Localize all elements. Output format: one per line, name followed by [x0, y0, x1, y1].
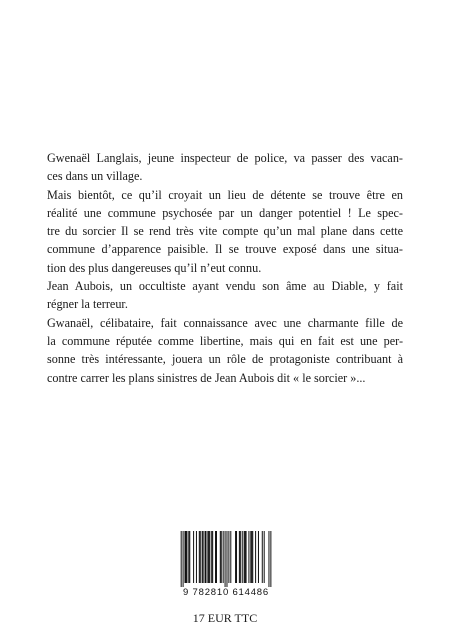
blurb-line: contre carrer les plans sinistres de Jean Aubois dit « le sorcier »... [47, 370, 366, 385]
barcode-bar [181, 531, 182, 587]
barcode-bars [174, 531, 278, 587]
barcode-bar [262, 531, 263, 583]
barcode-bar [209, 531, 210, 583]
barcode-bar [200, 531, 201, 583]
barcode-bar [225, 531, 226, 587]
barcode-bar [239, 531, 240, 583]
barcode-bar [255, 531, 256, 583]
blurb-line: ces dans un village. [47, 169, 143, 184]
barcode-bar [202, 531, 203, 583]
barcode-bar [207, 531, 208, 583]
barcode-bar [236, 531, 237, 583]
blurb-line: tion des plus dangereuses qu’il n’eut connu. [47, 260, 262, 275]
blurb-line: commune d’apparence paisible. Il se trouve exposé dans une situa- [47, 242, 403, 257]
blurb-line: régner la terreur. [47, 297, 128, 312]
blurb-paragraph-2 [47, 186, 403, 277]
barcode-bar [220, 531, 221, 583]
blurb-line: sonne très intéressante, jouera un rôle de protagoniste contribuant à [47, 352, 403, 367]
barcode-bar [244, 531, 245, 583]
barcode-bar [245, 531, 246, 583]
barcode-bar [205, 531, 206, 583]
barcode-bar [199, 531, 200, 583]
barcode-bar [193, 531, 194, 583]
blurb-line: Gwanaël, célibataire, fait connaissance avec une charmante fille de [47, 315, 403, 330]
blurb-paragraph-1 [47, 149, 403, 186]
barcode-bar [183, 531, 184, 587]
barcode-bar [189, 531, 190, 583]
barcode-bar [264, 531, 265, 583]
blurb-line: la commune réputée comme libertine, mais qui en fait est une per- [47, 333, 403, 348]
barcode-bar [251, 531, 252, 583]
barcode-bar [226, 531, 227, 587]
barcode-bar [212, 531, 213, 583]
barcode-number: 9 782810 614486 [183, 587, 269, 598]
barcode-bar [186, 531, 187, 583]
blurb-paragraph-3 [47, 277, 403, 314]
barcode-bar [252, 531, 253, 583]
barcode-bar [221, 531, 222, 583]
barcode-bar [258, 531, 259, 583]
barcode-bar [184, 531, 185, 583]
blurb-line: tre du sorcier Il se rend très vite compte qu’un mal plane dans cette [47, 224, 403, 239]
barcode-bar [270, 531, 271, 587]
barcode-bar [230, 531, 231, 583]
barcode-bar [205, 531, 206, 583]
barcode-bar [240, 531, 241, 583]
blurb-line: réalité une commune psychosée par un danger potentiel ! Le spec- [47, 205, 403, 220]
barcode-bar [208, 531, 209, 583]
barcode-bar [246, 531, 247, 583]
barcode-bar [188, 531, 189, 583]
blurb-line: Jean Aubois, un occultiste ayant vendu son âme au Diable, y fait [47, 279, 403, 294]
back-cover-blurb [47, 149, 403, 387]
price-label: 17 EUR TTC [192, 611, 258, 625]
isbn-barcode [174, 531, 278, 601]
barcode-bar [211, 531, 212, 583]
barcode-bar [268, 531, 269, 587]
barcode-bar [185, 531, 186, 583]
barcode-bar [223, 531, 224, 583]
barcode-bar [215, 531, 216, 583]
blurb-line: Mais bientôt, ce qu’il croyait un lieu de détente se trouve être en [47, 187, 403, 202]
blurb-line: Gwenaël Langlais, jeune inspecteur de police, va passer des vacan- [47, 151, 403, 165]
barcode-bar [248, 531, 249, 583]
barcode-bar [250, 531, 251, 583]
barcode-bar [228, 531, 229, 583]
barcode-bar [242, 531, 243, 583]
barcode-bar [196, 531, 197, 583]
barcode-bar [235, 531, 236, 583]
blurb-paragraph-4 [47, 314, 403, 387]
barcode-bar [203, 531, 204, 583]
barcode-bar [216, 531, 217, 583]
